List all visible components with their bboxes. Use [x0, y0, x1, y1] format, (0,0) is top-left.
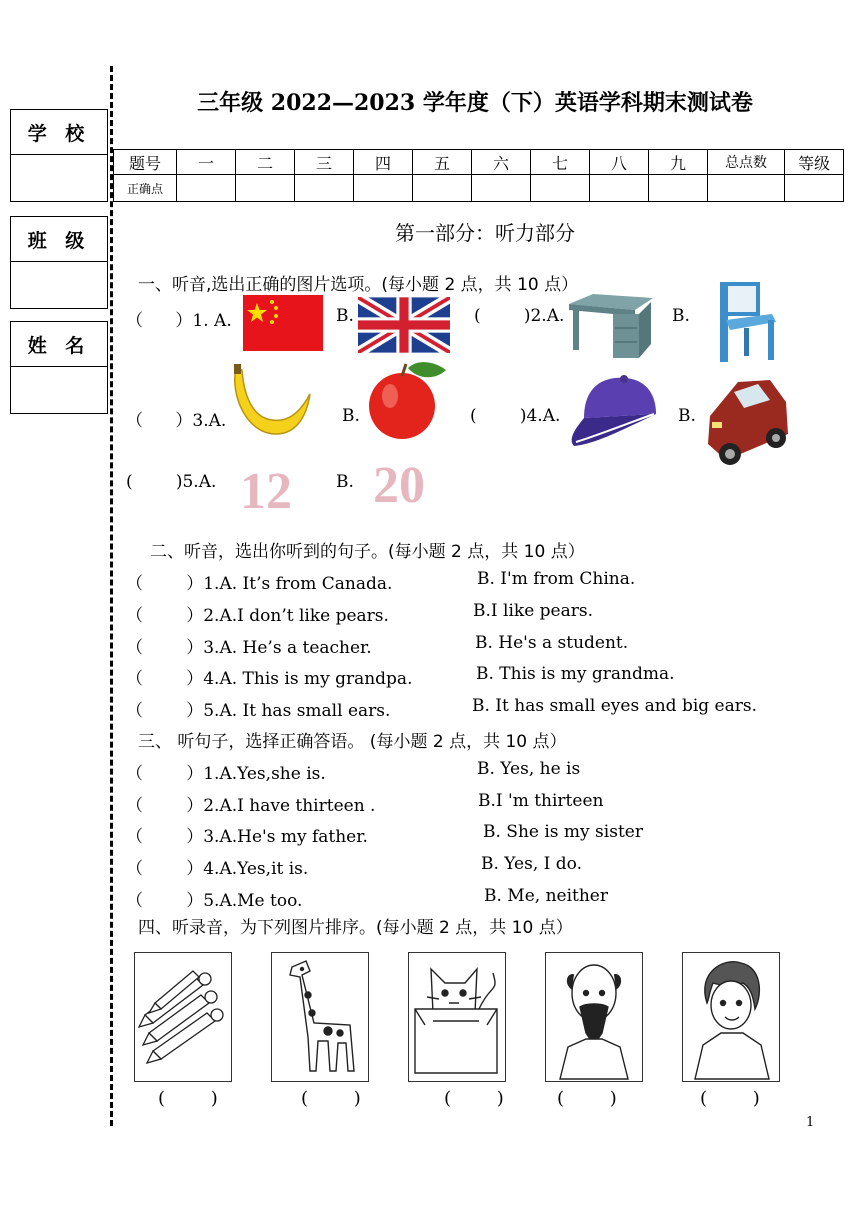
picture-pencils — [134, 952, 232, 1082]
score-header-cell: 四 — [354, 150, 413, 175]
grandma-icon — [683, 953, 779, 1081]
page-number: 1 — [806, 1115, 815, 1130]
score-header-cell: 三 — [295, 150, 354, 175]
s3-q3-b: B. She is my sister — [483, 822, 643, 842]
grandpa-icon — [546, 953, 642, 1081]
q1-b-label: B. — [336, 306, 354, 326]
score-header-cell: 一 — [177, 150, 236, 175]
page-title: 三年级 2022—2023 学年度（下）英语学科期末测试卷 — [197, 90, 753, 116]
school-label: 学 校 — [11, 110, 107, 155]
s3-q2-a: （ ）2.A.I have thirteen . — [126, 796, 376, 816]
score-cell[interactable] — [295, 175, 354, 202]
score-header-cell: 五 — [413, 150, 472, 175]
q1-label: （ ）1. A. — [126, 311, 232, 331]
s2-q2-a: （ ）2.A.I don’t like pears. — [126, 606, 389, 626]
part1-title: 第一部分：听力部分 — [395, 221, 575, 245]
score-cell[interactable] — [472, 175, 531, 202]
picture-grandma — [682, 952, 780, 1082]
giraffe-icon — [272, 953, 368, 1081]
s2-q1-a: （ ）1.A. It’s from Canada. — [126, 574, 393, 594]
s3-q1-a: （ ）1.A.Yes,she is. — [126, 764, 326, 784]
s2-q4-a: （ ）4.A. This is my grandpa. — [126, 669, 413, 689]
s3-q5-b: B. Me, neither — [484, 886, 608, 906]
order-blank-5[interactable]: ( ) — [700, 1088, 760, 1109]
score-row-label: 正确点 — [114, 175, 177, 202]
section4-title: 四、听录音，为下列图片排序。(每小题 2 点，共 10 点） — [138, 918, 573, 938]
section1-title: 一、听音,选出正确的图片选项。(每小题 2 点，共 10 点） — [138, 275, 579, 295]
s2-q3-b: B. He's a student. — [475, 633, 629, 653]
score-header-cell: 八 — [590, 150, 649, 175]
class-input[interactable] — [11, 262, 107, 308]
score-cell[interactable] — [413, 175, 472, 202]
q3-label: （ ）3.A. — [126, 411, 227, 431]
s3-q5-a: （ ）5.A.Me too. — [126, 891, 303, 911]
school-input[interactable] — [11, 155, 107, 201]
apple-icon — [366, 358, 450, 442]
picture-giraffe — [271, 952, 369, 1082]
picture-cat-in-box — [408, 952, 506, 1082]
score-header-cell: 七 — [531, 150, 590, 175]
score-header-cell: 六 — [472, 150, 531, 175]
score-cell[interactable] — [649, 175, 708, 202]
s3-q4-b: B. Yes, I do. — [481, 854, 582, 874]
s3-q2-b: B.I 'm thirteen — [478, 791, 604, 811]
q4-label: ( )4.A. — [470, 406, 561, 426]
score-cell[interactable] — [354, 175, 413, 202]
name-label: 姓 名 — [11, 322, 107, 367]
order-blank-2[interactable]: ( ) — [301, 1088, 361, 1109]
s2-q2-b: B.I like pears. — [473, 601, 593, 621]
q5-b-label: B. — [336, 472, 354, 492]
score-cell[interactable] — [531, 175, 590, 202]
score-header-cell: 二 — [236, 150, 295, 175]
desk-icon — [565, 292, 655, 362]
s3-q4-a: （ ）4.A.Yes,it is. — [126, 859, 309, 879]
score-table — [113, 149, 844, 202]
cap-icon — [566, 374, 662, 450]
score-cell[interactable] — [177, 175, 236, 202]
score-cell[interactable] — [708, 175, 785, 202]
score-header-cell: 总点数 — [708, 150, 785, 175]
s2-q1-b: B. I'm from China. — [477, 569, 636, 589]
score-cell[interactable] — [590, 175, 649, 202]
q2-label: ( )2.A. — [474, 306, 565, 326]
order-blank-1[interactable]: ( ) — [158, 1088, 218, 1109]
cat-in-box-icon — [409, 953, 505, 1081]
q2-b-label: B. — [672, 306, 690, 326]
score-header-cell: 九 — [649, 150, 708, 175]
order-blank-4[interactable]: ( ) — [557, 1088, 617, 1109]
s2-q5-a: （ ）5.A. It has small ears. — [126, 701, 391, 721]
score-cell[interactable] — [785, 175, 844, 202]
s2-q4-b: B. This is my grandma. — [476, 664, 675, 684]
score-header-cell: 题号 — [114, 150, 177, 175]
q5-label: ( )5.A. — [126, 472, 217, 492]
school-box — [10, 109, 108, 202]
name-box — [10, 321, 108, 414]
uk-flag-icon — [358, 297, 450, 353]
banana-icon — [226, 364, 312, 440]
s3-q1-b: B. Yes, he is — [477, 759, 581, 779]
name-input[interactable] — [11, 367, 107, 413]
section2-title: 二、听音，选出你听到的句子。(每小题 2 点，共 10 点） — [150, 542, 585, 562]
s2-q3-a: （ ）3.A. He’s a teacher. — [126, 638, 372, 658]
car-icon — [704, 372, 790, 474]
q4-b-label: B. — [678, 406, 696, 426]
picture-grandpa — [545, 952, 643, 1082]
score-header-cell: 等级 — [785, 150, 844, 175]
s2-q5-b: B. It has small eyes and big ears. — [472, 696, 757, 716]
s3-q3-a: （ ）3.A.He's my father. — [126, 827, 368, 847]
score-cell[interactable] — [236, 175, 295, 202]
china-flag-icon — [243, 295, 323, 351]
number-20: 20 — [373, 457, 425, 514]
number-12: 12 — [240, 463, 292, 520]
q3-b-label: B. — [342, 406, 360, 426]
section3-title: 三、 听句子，选择正确答语。 (每小题 2 点，共 10 点） — [138, 732, 567, 752]
chair-icon — [712, 280, 782, 366]
order-blank-3[interactable]: ( ) — [444, 1088, 504, 1109]
class-label: 班 级 — [11, 217, 107, 262]
pencils-icon — [135, 953, 231, 1081]
